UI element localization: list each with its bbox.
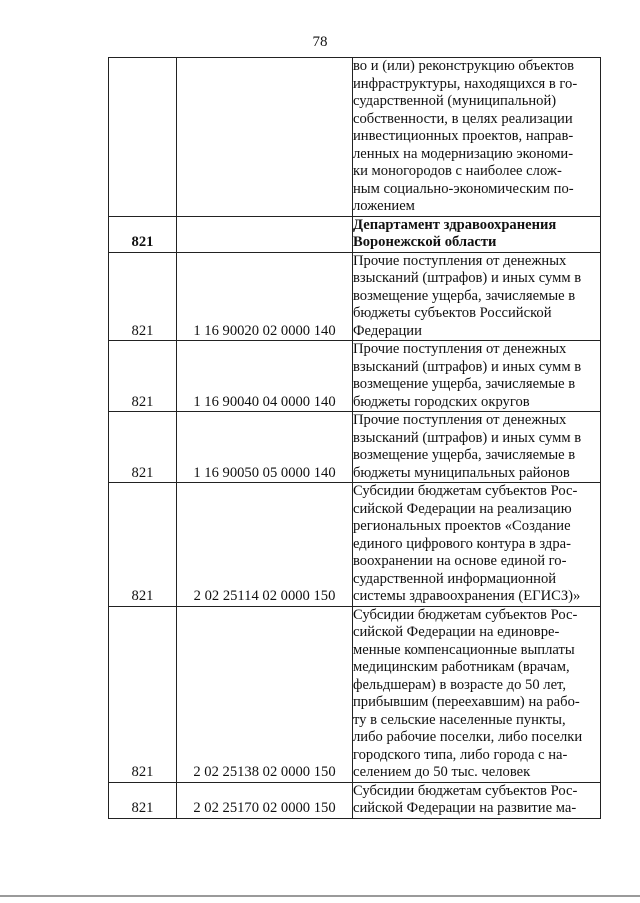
revenue-name-line: взысканий (штрафов) и иных сумм в (353, 270, 582, 286)
revenue-name-line: сийской Федерации на единовре- (353, 624, 560, 640)
revenue-name-line: взысканий (штрафов) и иных сумм в (353, 429, 582, 446)
revenue-name-line: Прочие поступления от денежных (353, 412, 567, 428)
revenue-name-line: Прочие поступления от денежных (353, 252, 567, 269)
revenue-name-line: Субсидии бюджетам субъектов Рос- (353, 606, 578, 623)
revenue-name-cell (353, 606, 601, 782)
kbk-code-cell: 2 02 25170 02 0000 150 (177, 782, 353, 818)
admin-code-cell: 821 (109, 216, 177, 252)
revenue-name-line: либо рабочие поселки, либо поселки (353, 729, 583, 745)
revenue-name-line: системы здравоохранения (ЕГИСЗ)» (353, 588, 581, 604)
revenue-name-line: бюджеты городских округов (353, 393, 530, 410)
revenue-name-line: бюджеты муниципальных районов (353, 464, 570, 481)
revenue-name-line: инвестиционных проектов, направ- (353, 128, 574, 144)
table-row (109, 606, 601, 782)
kbk-code-cell (177, 58, 353, 217)
revenue-name-line: возмещение ущерба, зачисляемые в (353, 376, 576, 392)
table-body (109, 58, 601, 819)
revenue-name-cell (353, 483, 601, 607)
table-row (109, 782, 601, 818)
revenue-name-cell (353, 58, 601, 217)
revenue-name-line: ложением (353, 198, 415, 214)
table-row (109, 252, 601, 341)
revenue-name-line: взысканий (штрафов) и иных сумм в (353, 358, 582, 375)
revenue-name-line: региональных проектов «Создание (353, 518, 571, 534)
revenue-name-line: инфраструктуры, находящихся в го- (353, 75, 578, 92)
revenue-name-line: сийской Федерации на реализацию (353, 500, 572, 517)
kbk-code-cell (177, 216, 353, 252)
revenue-name-line: возмещение ущерба, зачисляемые в (353, 447, 576, 463)
revenue-name-line: Департамент здравоохранения (353, 216, 557, 233)
revenue-name-line: медицинским работникам (врачам, (353, 659, 570, 675)
kbk-code-cell: 1 16 90020 02 0000 140 (177, 252, 353, 341)
revenue-name-line: ленных на модернизацию экономи- (353, 145, 574, 162)
revenue-name-line: во и (или) реконструкцию объектов (353, 58, 575, 74)
table-row (109, 412, 601, 483)
kbk-code-cell: 2 02 25114 02 0000 150 (177, 483, 353, 607)
revenue-name-line: единого цифрового контура в здра- (353, 535, 571, 552)
admin-code-cell: 821 (109, 606, 177, 782)
revenue-name-line: сударственной (муниципальной) (353, 93, 557, 109)
revenue-name-line: бюджеты субъектов Российской (353, 305, 552, 321)
revenue-name-line: Субсидии бюджетам субъектов Рос- (353, 483, 578, 499)
table-row (109, 216, 601, 252)
revenue-name-line: возмещение ущерба, зачисляемые в (353, 287, 576, 304)
revenue-name-line: Воронежской области (353, 234, 497, 250)
revenue-name-cell (353, 252, 601, 341)
revenue-name-line: фельдшерам) в возрасте до 50 лет, (353, 676, 566, 693)
revenue-name-cell (353, 412, 601, 483)
revenue-name-cell (353, 341, 601, 412)
kbk-code-cell: 2 02 25138 02 0000 150 (177, 606, 353, 782)
revenue-name-line: ту в сельские населенные пункты, (353, 711, 566, 728)
table-row (109, 341, 601, 412)
revenue-name-line: ки моногородов с наиболее слож- (353, 163, 562, 179)
admin-code-cell: 821 (109, 483, 177, 607)
page-number: 78 (312, 34, 328, 50)
revenue-name-line: собственности, в целях реализации (353, 110, 573, 127)
revenue-name-line: сударственной информационной (353, 570, 557, 587)
kbk-code-cell: 1 16 90050 05 0000 140 (177, 412, 353, 483)
revenue-name-line: селением до 50 тыс. человек (353, 764, 531, 780)
revenue-name-line: ным социально-экономическим по- (353, 180, 574, 197)
revenue-name-line: Субсидии бюджетам субъектов Рос- (353, 782, 578, 799)
admin-code-cell (109, 58, 177, 217)
admin-code-cell: 821 (109, 341, 177, 412)
table-row (109, 58, 601, 217)
revenue-name-line: Прочие поступления от денежных (353, 341, 567, 357)
revenue-name-line: сийской Федерации на развитие ма- (353, 800, 577, 816)
revenue-name-line: Федерации (353, 322, 422, 339)
revenue-name-cell (353, 782, 601, 818)
kbk-code-cell: 1 16 90040 04 0000 140 (177, 341, 353, 412)
admin-code-cell: 821 (109, 412, 177, 483)
revenue-name-line: прибывшим (переехавшим) на рабо- (353, 694, 580, 710)
revenue-name-cell (353, 216, 601, 252)
budget-revenue-table (108, 57, 601, 819)
admin-code-cell: 821 (109, 782, 177, 818)
table-row (109, 483, 601, 607)
revenue-name-line: городского типа, либо города с на- (353, 746, 568, 763)
admin-code-cell: 821 (109, 252, 177, 341)
bottom-rule (0, 895, 640, 897)
revenue-name-line: воохранении на основе единой го- (353, 553, 567, 569)
revenue-name-line: менные компенсационные выплаты (353, 641, 575, 658)
